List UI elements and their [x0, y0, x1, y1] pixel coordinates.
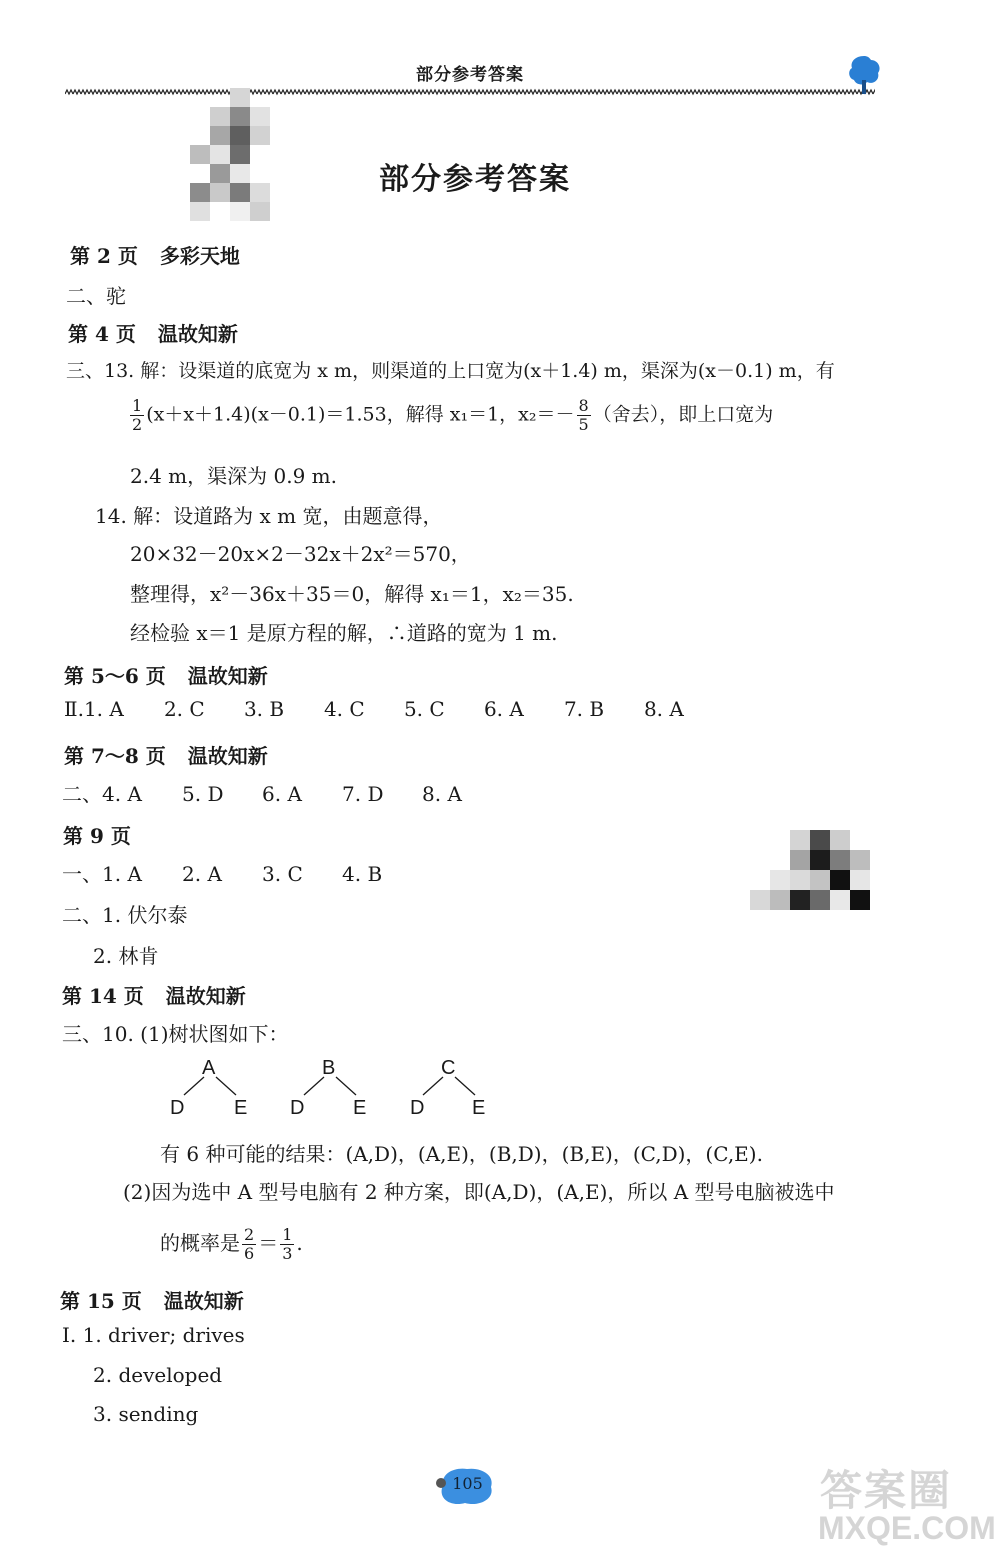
fraction: $\frac{2}{6}$ [244, 1225, 255, 1263]
running-head: 部分参考答案 [416, 65, 524, 85]
answer-line: 2. 林肯 [93, 944, 159, 968]
tree-node-leaf: E [353, 1097, 367, 1119]
tree-node-leaf: D [290, 1097, 305, 1119]
answer-line: 三、13. 解：设渠道的底宽为 x m，则渠道的上口宽为(x＋1.4) m，渠深为(x－0.1) m，有 [66, 360, 835, 382]
section-page: 第 5～6 页 [64, 664, 166, 688]
answer-line: 有 6 种可能的结果：(A,D)，(A,E)，(B,D)，(B,E)，(C,D)，(C,E). [160, 1142, 763, 1166]
fraction: $\frac{1}{3}$ [282, 1225, 293, 1263]
tree-node-root: C [441, 1057, 456, 1079]
answer-line: 二、驼 [66, 284, 126, 308]
section-heading-p14 [62, 980, 246, 1009]
pixelated-image-right [750, 830, 870, 910]
tree-node-leaf: E [234, 1097, 248, 1119]
tree-node-root: A [202, 1057, 216, 1079]
fraction: $\frac{8}{5}$ [578, 396, 589, 434]
answer-line: 三、10. (1)树状图如下： [62, 1022, 289, 1046]
tree-node-leaf: E [472, 1097, 486, 1119]
answer-row-p9: 一、1. A 2. A 3. C 4. B [62, 862, 383, 886]
watermark-url: MXQE.COM [818, 1510, 996, 1546]
answer-row-p5-6: Ⅱ.1. A 2. C 3. B 4. C 5. C 6. A 7. B 8. A [64, 697, 684, 721]
section-name: 温故知新 [187, 744, 268, 768]
section-name: 温故知新 [163, 1289, 244, 1313]
answer-line: 二、1. 伏尔泰 [62, 903, 188, 927]
answer-line-with-fractions: 的概率是 $\frac{2}{6}$ ＝ $\frac{1}{3}$ . [160, 1225, 303, 1263]
section-page: 第 15 页 [60, 1289, 142, 1313]
tree-icon [846, 54, 882, 96]
answer-line: Ⅰ. 1. driver; drives [62, 1323, 245, 1347]
section-name: 多彩天地 [159, 244, 240, 268]
answer-line: 20×32－20x×2－32x＋2x²＝570， [130, 542, 471, 566]
answer-line-with-fractions: $\frac{1}{2}$ (x＋x＋1.4)(x－0.1)＝1.53，解得 x₁＝1，x₂＝－ $\frac{8}{5}$ （舍去），即上口宽为 [132, 396, 774, 434]
answer-line: 14. 解：设道路为 x m 宽，由题意得， [95, 504, 443, 528]
answer-line: 整理得，x²－36x＋35＝0，解得 x₁＝1，x₂＝35. [130, 582, 574, 606]
section-heading-p4 [68, 318, 238, 347]
decorative-border-rule [65, 88, 875, 96]
section-name: 温故知新 [165, 984, 246, 1008]
section-heading-p9 [63, 820, 131, 849]
section-page: 第 14 页 [62, 984, 144, 1008]
tree-node-root: B [322, 1057, 336, 1079]
answer-row-p7-8: 二、4. A 5. D 6. A 7. D 8. A [62, 782, 462, 806]
page-title: 部分参考答案 [379, 162, 571, 197]
tree-diagrams [160, 1055, 520, 1125]
tree-node-leaf: D [410, 1097, 425, 1119]
section-page: 第 2 页 [70, 244, 138, 268]
section-heading-p15 [60, 1285, 244, 1314]
section-page: 第 7～8 页 [64, 744, 166, 768]
answer-line: 2.4 m，渠深为 0.9 m. [130, 464, 337, 488]
section-heading-p2 [70, 240, 240, 269]
answer-line: 2. developed [93, 1363, 223, 1387]
page-number: 105 [452, 1474, 483, 1493]
answer-line: 3. sending [93, 1402, 199, 1426]
answer-line: (2)因为选中 A 型号电脑有 2 种方案，即(A,D)，(A,E)，所以 A 型号电脑被选中 [123, 1180, 835, 1204]
watermark-logo: 答案圈 [820, 1467, 953, 1514]
section-name: 温故知新 [157, 322, 238, 346]
section-page: 第 4 页 [68, 322, 136, 346]
answer-line: 经检验 x＝1 是原方程的解，∴道路的宽为 1 m. [130, 621, 558, 645]
fraction: $\frac{1}{2}$ [132, 396, 143, 434]
section-heading-p7-8 [64, 740, 268, 769]
tree-node-leaf: D [170, 1097, 185, 1119]
section-page: 第 9 页 [63, 824, 131, 848]
section-name: 温故知新 [187, 664, 268, 688]
section-heading-p5-6 [64, 660, 268, 689]
